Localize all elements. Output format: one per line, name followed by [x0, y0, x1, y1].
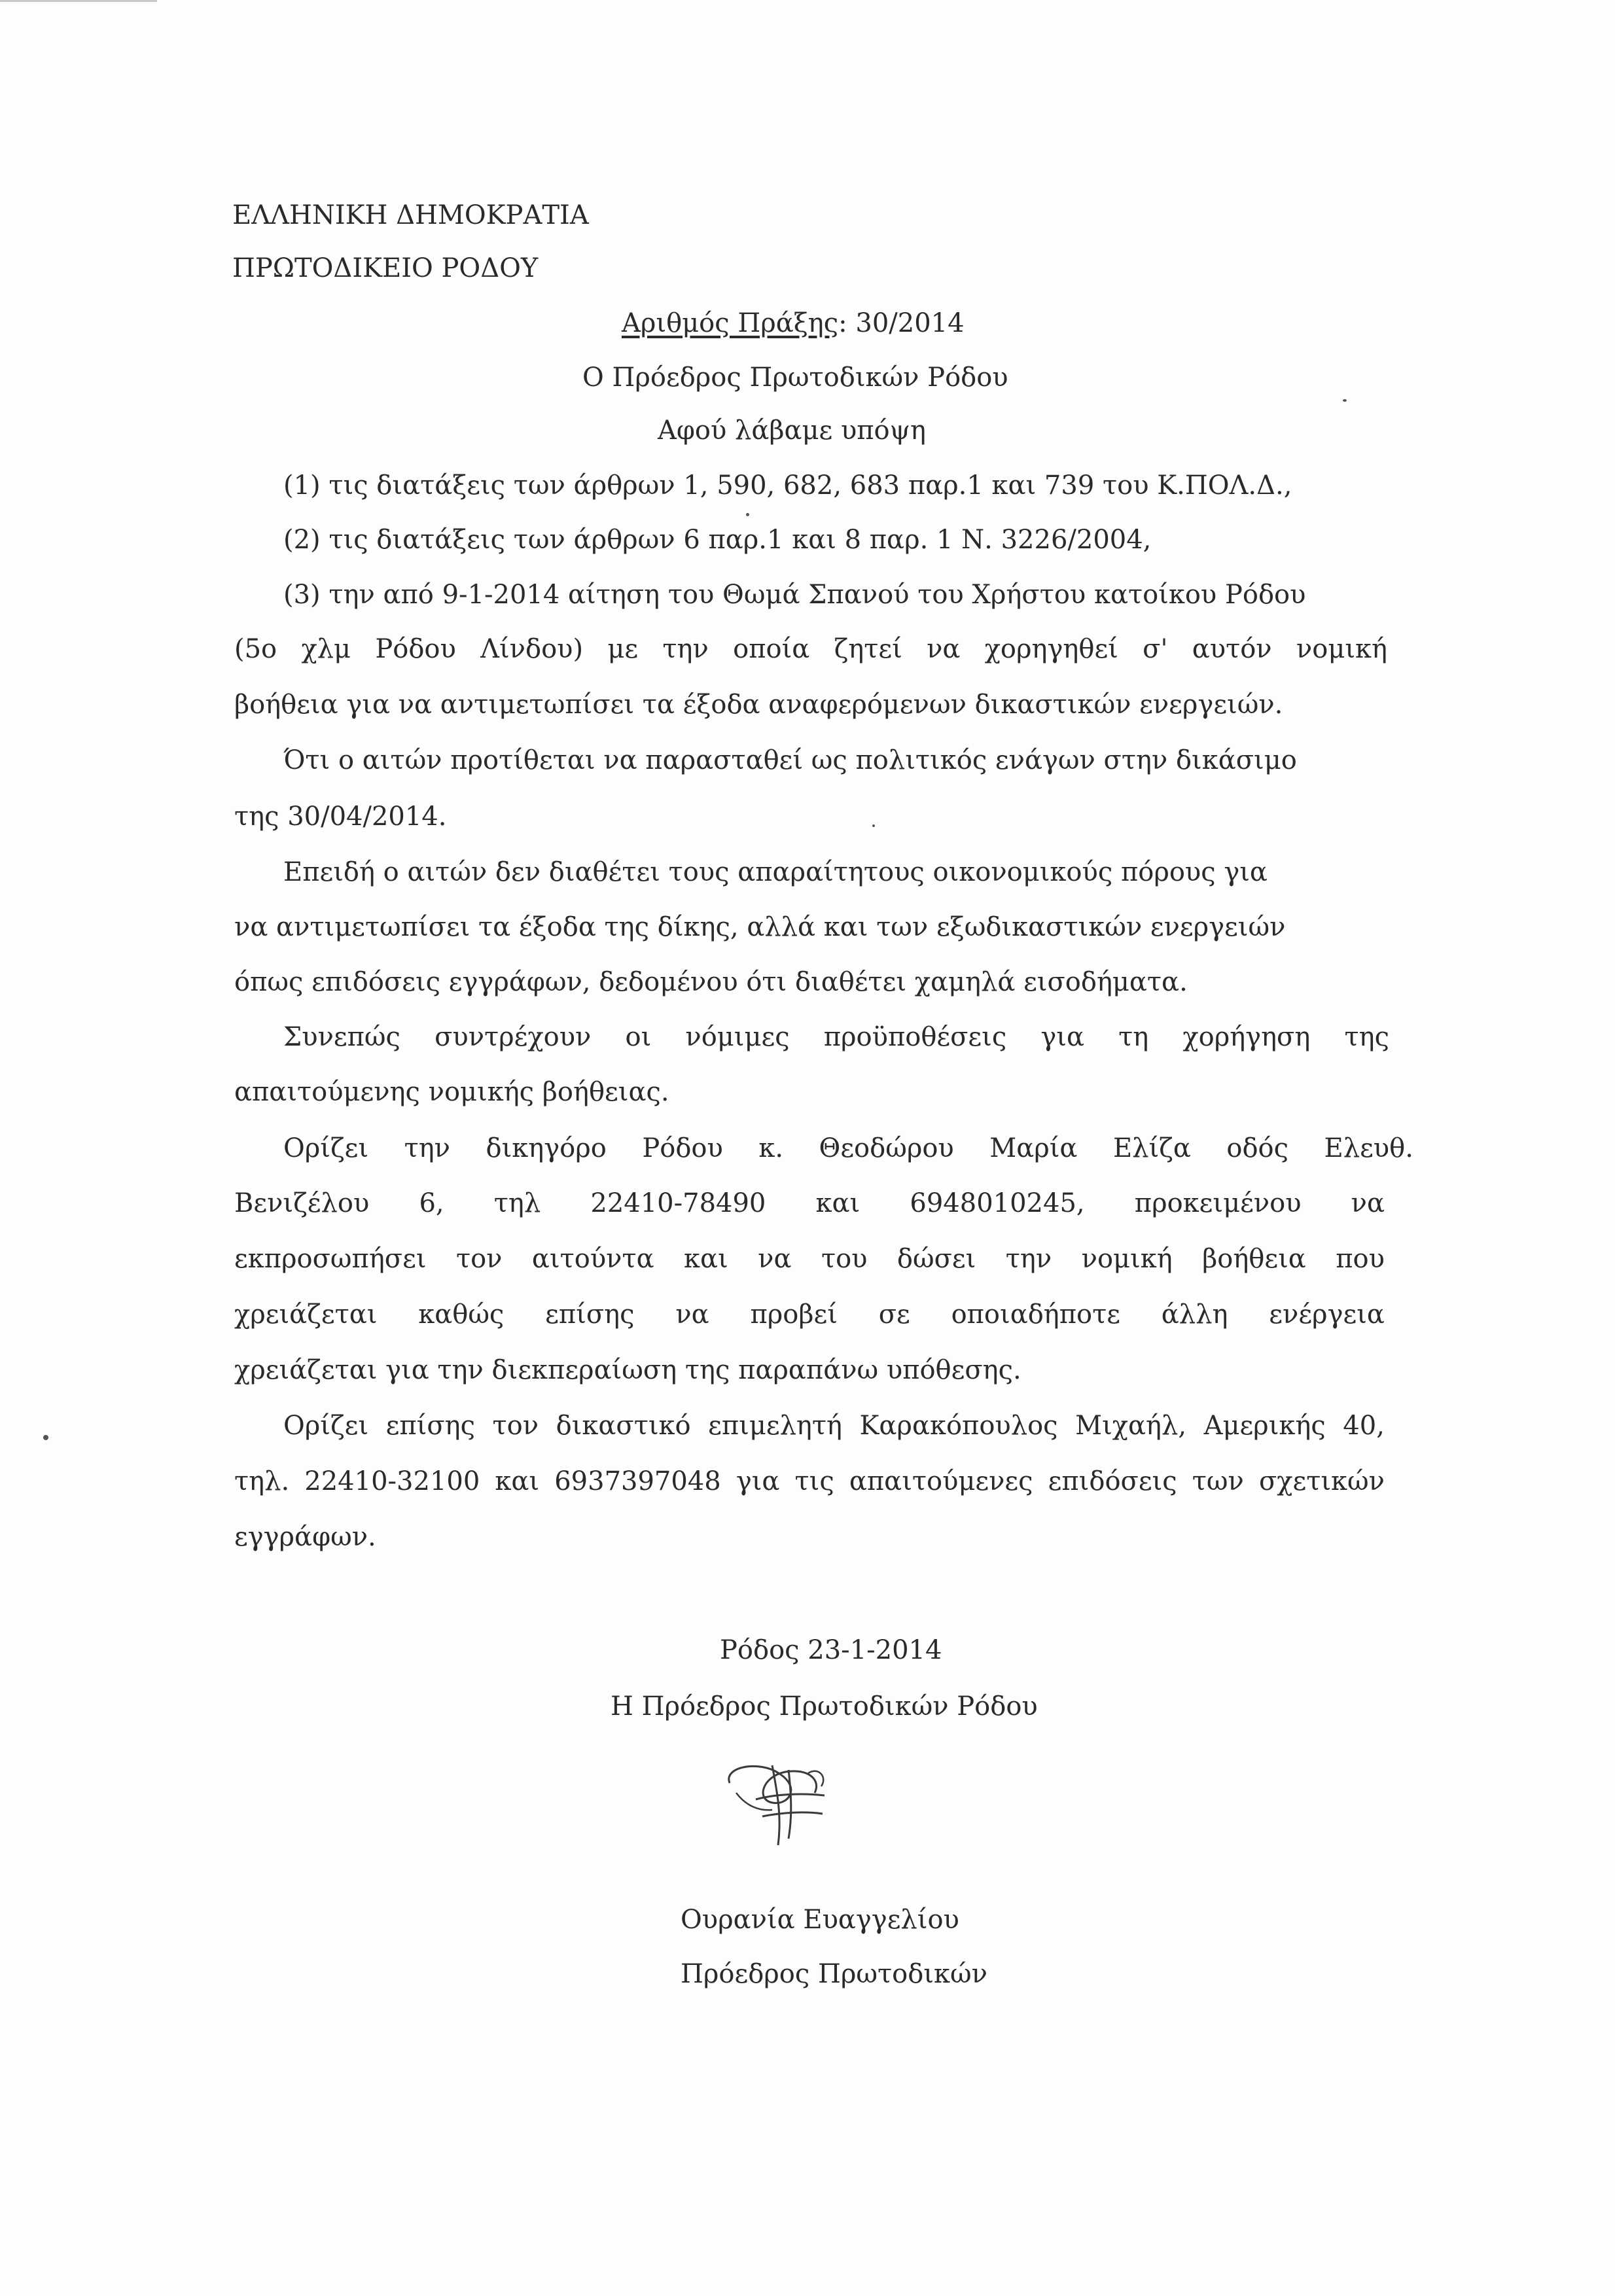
act-number-value: : 30/2014 — [838, 308, 965, 338]
scan-speck — [872, 824, 875, 827]
header-court: ΠΡΩΤΟΔΙΚΕΙΟ ΡΟΔΟΥ — [232, 253, 539, 283]
body-line-9: να αντιμετωπίσει τα έξοδα της δίκης, αλλά και των εξωδικαστικών ενεργειών — [234, 912, 1286, 942]
act-considering: Αφού λάβαμε υπόψη — [658, 415, 926, 446]
body-line-16: χρειάζεται καθώς επίσης να προβεί σε οποιαδήποτε άλλη ενέργεια — [234, 1299, 1385, 1330]
act-number — [622, 308, 965, 339]
header-country: ΕΛΛΗΝΙΚΗ ΔΗΜΟΚΡΑΤΙΑ — [232, 200, 589, 230]
closing-title: Η Πρόεδρος Πρωτοδικών Ρόδου — [611, 1691, 1038, 1722]
body-line-7: της 30/04/2014. — [234, 802, 447, 832]
body-line-19: τηλ. 22410-32100 και 6937397048 για τις απαιτούμενες επιδόσεις των σχετικών — [234, 1466, 1385, 1496]
body-line-17: χρειάζεται για την διεκπεραίωση της παραπάνω υπόθεσης. — [234, 1355, 1021, 1385]
scan-speck — [1343, 399, 1347, 402]
body-line-10: όπως επιδόσεις εγγράφων, δεδομένου ότι διαθέτει χαμηλά εισοδήματα. — [234, 967, 1188, 997]
act-number-label: Αριθμός Πράξης — [622, 308, 839, 338]
body-line-18: Ορίζει επίσης τον δικαστικό επιμελητή Καρακόπουλος Μιχαήλ, Αμερικής 40, — [283, 1411, 1385, 1441]
scan-speck — [43, 1435, 48, 1440]
body-line-12: απαιτούμενης νομικής βοήθειας. — [234, 1077, 669, 1107]
signer-name: Ουρανία Ευαγγελίου — [681, 1905, 959, 1935]
scan-speck — [746, 513, 749, 516]
scan-edge — [0, 0, 157, 2]
closing-place-date: Ρόδος 23-1-2014 — [720, 1635, 942, 1665]
signer-title: Πρόεδρος Πρωτοδικών — [681, 1959, 987, 1989]
provision-1: (1) τις διατάξεις των άρθρων 1, 590, 682, 683 παρ.1 και 739 του Κ.ΠΟΛ.Δ., — [283, 470, 1292, 501]
body-line-8: Επειδή ο αιτών δεν διαθέτει τους απαραίτητους οικονομικούς πόρους για — [283, 857, 1268, 887]
act-issuer: Ο Πρόεδρος Πρωτοδικών Ρόδου — [582, 362, 1008, 393]
body-line-14: Βενιζέλου 6, τηλ 22410-78490 και 6948010245, προκειμένου να — [234, 1188, 1385, 1218]
handwritten-signature-icon — [710, 1754, 841, 1852]
body-line-15: εκπροσωπήσει τον αιτούντα και να του δώσει την νομική βοήθεια που — [234, 1244, 1385, 1274]
provision-3: (3) την από 9-1-2014 αίτηση του Θωμά Σπανού του Χρήστου κατοίκου Ρόδου — [283, 580, 1306, 610]
provision-2: (2) τις διατάξεις των άρθρων 6 παρ.1 και 8 παρ. 1 Ν. 3226/2004, — [283, 525, 1152, 555]
body-line-20: εγγράφων. — [234, 1522, 376, 1552]
body-line-5: βοήθεια για να αντιμετωπίσει τα έξοδα αναφερόμενων δικαστικών ενεργειών. — [234, 690, 1283, 720]
body-line-6: Ότι ο αιτών προτίθεται να παρασταθεί ως πολιτικός ενάγων στην δικάσιμο — [283, 745, 1297, 775]
body-line-13: Ορίζει την δικηγόρο Ρόδου κ. Θεοδώρου Μαρία Ελίζα οδός Ελευθ. — [283, 1133, 1413, 1163]
body-line-4: (5ο χλμ Ρόδου Λίνδου) με την οποία ζητεί να χορηγηθεί σ' αυτόν νομική — [234, 634, 1387, 664]
body-line-11: Συνεπώς συντρέχουν οι νόμιμες προϋποθέσεις για τη χορήγηση της — [283, 1022, 1389, 1052]
